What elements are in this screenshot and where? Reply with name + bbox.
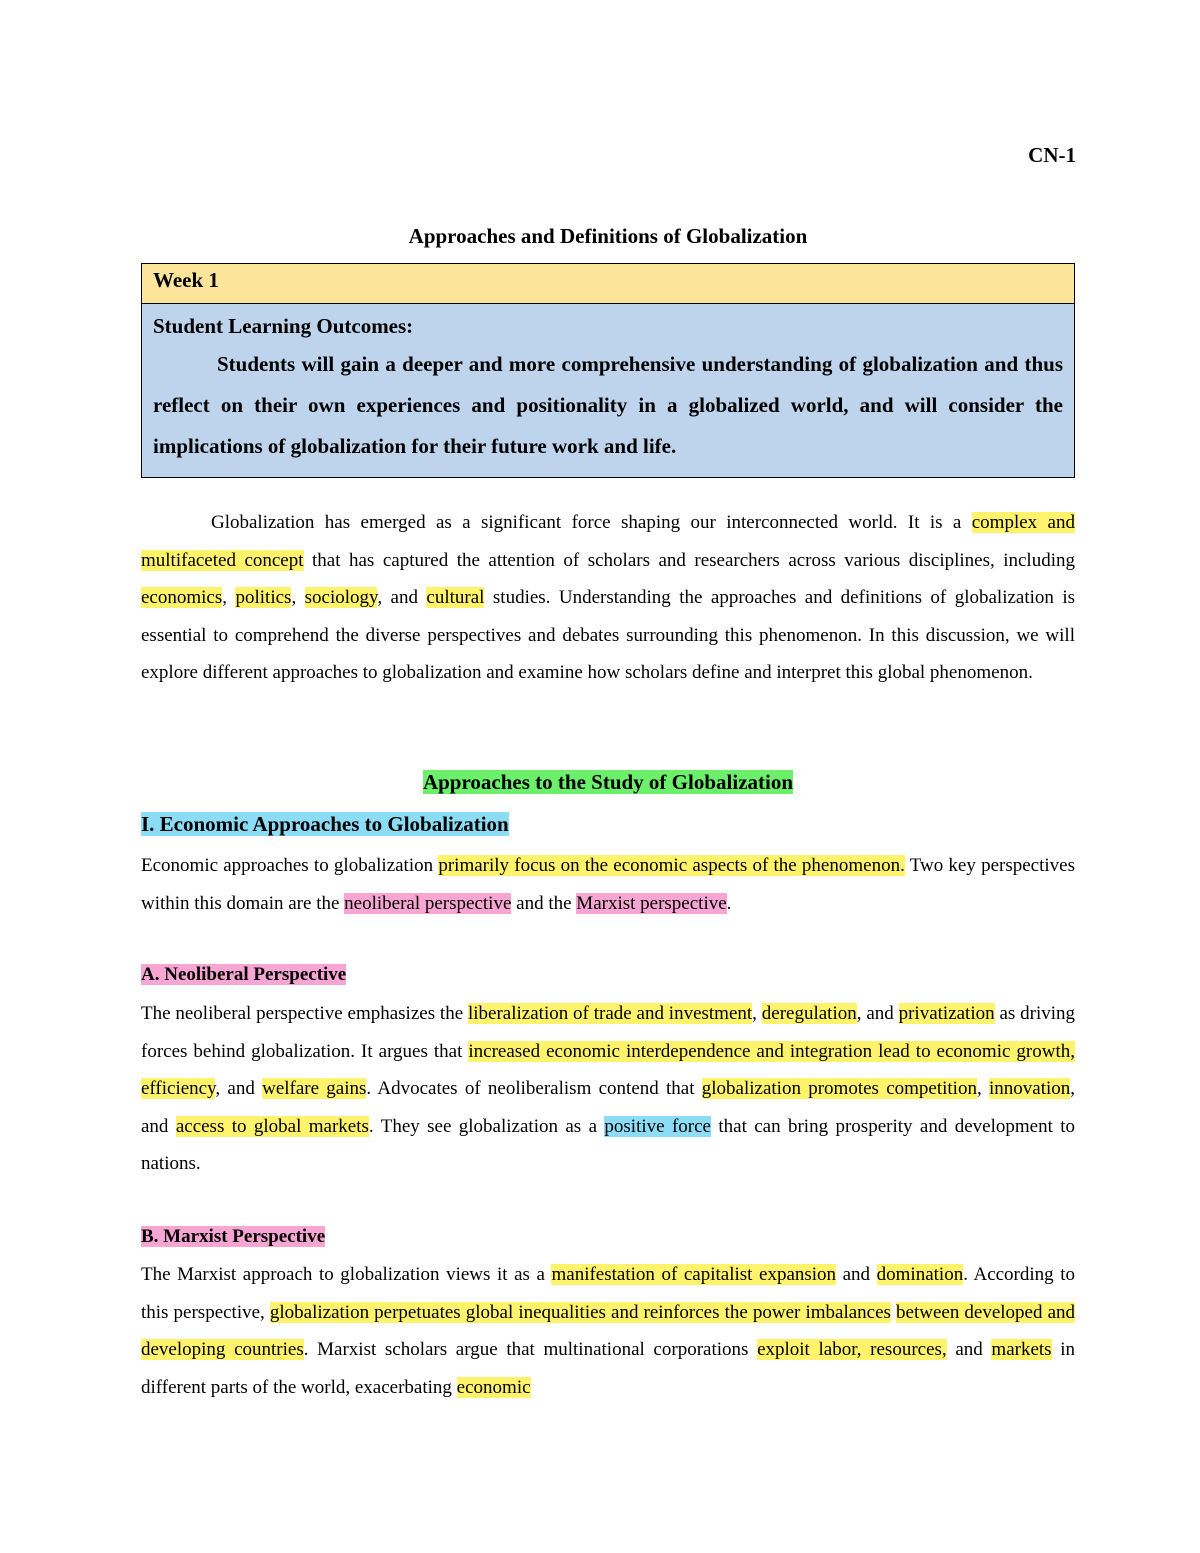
text-run: , and xyxy=(377,587,427,608)
text-run: studies. Understanding the approaches and definitions of globalization is essential to comprehend the diverse perspectives and debates surrounding this phenomenon. In this discussion, we will explore different approaches to globalization and examine how scholars define and interpret this global phenomenon. xyxy=(141,587,1076,683)
outcomes-row xyxy=(142,304,1074,477)
marxist-heading xyxy=(141,1226,325,1248)
highlight-yellow: politics xyxy=(235,587,292,608)
highlight-yellow: efficiency xyxy=(141,1078,216,1099)
text-run: , xyxy=(222,587,236,608)
text-run: Two key perspectives within this domain are the xyxy=(141,855,1075,914)
text-run: , xyxy=(752,1003,762,1024)
text-run: as driving forces behind globalization. It argues that xyxy=(141,1003,1076,1062)
highlight-yellow: globalization perpetuates global inequalities and reinforces the power imbalances xyxy=(269,1301,891,1323)
neoliberal-paragraph xyxy=(141,995,1075,1183)
highlight-yellow: between developed and developing countries xyxy=(141,1301,1076,1360)
highlight-yellow: welfare gains xyxy=(262,1078,367,1099)
text-run: and xyxy=(836,1264,877,1285)
neoliberal-heading xyxy=(141,964,346,986)
text-run: The neoliberal perspective emphasizes the xyxy=(141,1003,468,1024)
highlight-yellow: domination xyxy=(876,1264,964,1285)
outcomes-text: Students will gain a deeper and more comprehensive understanding of globalization and thus reflect on their own experiences and positionality in a globalized world, and will consider the implications of globalization for their future work and life. xyxy=(153,352,1063,458)
highlight-pink: neoliberal perspective xyxy=(344,892,512,914)
highlight-yellow: globalization promotes competition xyxy=(701,1078,977,1099)
text-run: . Advocates of neoliberalism contend that xyxy=(366,1078,702,1099)
text-run: . Marxist scholars argue that multinational corporations xyxy=(303,1339,758,1360)
section-heading xyxy=(0,770,1200,795)
highlight-yellow: deregulation xyxy=(761,1003,857,1024)
document-title: Approaches and Definitions of Globalization xyxy=(408,224,808,248)
highlight-yellow: increased economic interdependence and integration lead to economic growth, xyxy=(468,1040,1075,1062)
intro-paragraph xyxy=(141,504,1075,692)
text-run: . They see globalization as a xyxy=(368,1115,605,1137)
text-run: Economic approaches to globalization xyxy=(141,855,439,876)
highlight-pink: A. Neoliberal Perspective xyxy=(141,964,347,985)
text-run: , and xyxy=(215,1078,263,1099)
text-run: Globalization has emerged as a significant force shaping our interconnected world. It is a xyxy=(211,512,972,533)
highlight-yellow: liberalization of trade and investment xyxy=(467,1003,753,1024)
highlight-blue: positive force xyxy=(604,1115,711,1137)
highlight-yellow: cultural xyxy=(426,587,485,608)
highlight-yellow: complex and multifaceted concept xyxy=(141,512,1075,571)
economic-heading xyxy=(141,812,509,837)
highlight-yellow: primarily focus on the economic aspects of the phenomenon. xyxy=(438,855,905,876)
page-id: CN-1 xyxy=(1028,143,1076,167)
week-label: Week 1 xyxy=(142,264,1074,304)
highlight-yellow: innovation xyxy=(988,1078,1071,1099)
economic-paragraph xyxy=(141,847,1075,922)
highlight-green: Approaches to the Study of Globalization xyxy=(422,770,794,794)
highlight-yellow: privatization xyxy=(898,1003,995,1024)
highlight-pink: B. Marxist Perspective xyxy=(141,1226,326,1247)
text-run: that has captured the attention of scholars and researchers across various disciplines, including xyxy=(303,549,1075,571)
text-run: The Marxist approach to globalization views it as a xyxy=(141,1264,552,1285)
highlight-yellow: economic xyxy=(456,1376,531,1398)
outcomes-label: Student Learning Outcomes: xyxy=(153,314,414,338)
highlight-pink: Marxist perspective xyxy=(576,892,727,914)
text-run: and xyxy=(946,1339,992,1360)
highlight-yellow: economics xyxy=(141,587,223,608)
text-run: in different parts of the world, exacerbating xyxy=(141,1339,1076,1398)
text-run: , and xyxy=(856,1003,899,1024)
text-run: , xyxy=(291,587,305,608)
highlight-yellow: exploit labor, resources, xyxy=(757,1339,947,1360)
text-run: . xyxy=(726,892,732,914)
highlight-blue: I. Economic Approaches to Globalization xyxy=(141,812,509,836)
text-run: . According to this perspective, xyxy=(141,1264,1076,1323)
highlight-yellow: manifestation of capitalist expansion xyxy=(551,1264,837,1285)
marxist-paragraph xyxy=(141,1256,1075,1406)
text-run: , xyxy=(976,1078,989,1099)
text-run: , and xyxy=(141,1078,1076,1137)
highlight-yellow: access to global markets xyxy=(175,1115,369,1137)
learning-outcomes-box xyxy=(141,263,1075,478)
highlight-yellow: sociology xyxy=(304,587,378,608)
highlight-yellow: markets xyxy=(991,1339,1052,1360)
text-run: and the xyxy=(511,892,577,914)
text-run: that can bring prosperity and development to nations. xyxy=(141,1115,1076,1174)
